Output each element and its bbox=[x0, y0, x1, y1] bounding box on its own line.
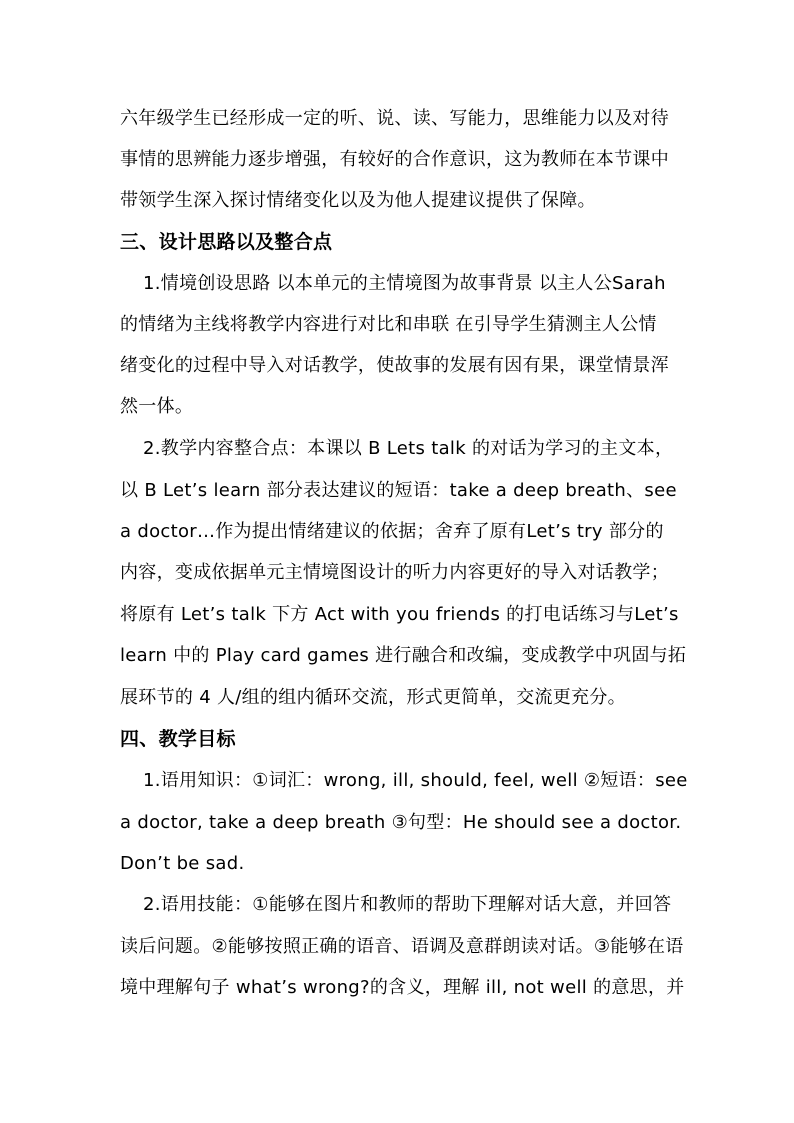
paragraph-line: Don’t be sad. bbox=[120, 853, 245, 874]
paragraph-line: a doctor, take a deep breath ③句型：He should see a doctor. bbox=[120, 812, 682, 833]
paragraph-line: 读后问题。②能够按照正确的语音、语调及意群朗读对话。③能够在语 bbox=[120, 936, 684, 957]
paragraph-line: learn 中的 Play card games 进行融合和改编，变成教学中巩固与拓 bbox=[120, 645, 687, 666]
paragraph-line: 六年级学生已经形成一定的听、说、读、写能力，思维能力以及对待 bbox=[120, 108, 669, 129]
paragraph-line: 1.语用知识：①词汇：wrong, ill, should, feel, well ②短语：see bbox=[143, 770, 688, 791]
paragraph-line: 将原有 Let’s talk 下方 Act with you friends 的打电话练习与Let’s bbox=[120, 604, 679, 625]
paragraph-line: 2.语用技能：①能够在图片和教师的帮助下理解对话大意，并回答 bbox=[143, 894, 672, 915]
section-heading-teaching-objectives: 四、教学目标 bbox=[120, 728, 236, 750]
paragraph-line: 内容，变成依据单元主情境图设计的听力内容更好的导入对话教学； bbox=[120, 562, 669, 583]
paragraph-line: 的情绪为主线将教学内容进行对比和串联 在引导学生猜测主人公情 bbox=[120, 314, 657, 335]
paragraph-line: 1.情境创设思路 以本单元的主情境图为故事背景 以主人公Sarah bbox=[143, 273, 666, 294]
paragraph-line: 然一体。 bbox=[120, 396, 194, 417]
paragraph-line: 带领学生深入探讨情绪变化以及为他人提建议提供了保障。 bbox=[120, 190, 596, 211]
paragraph-line: a doctor…作为提出情绪建议的依据；舍弃了原有Let’s try 部分的 bbox=[120, 521, 664, 542]
section-heading-design-ideas: 三、设计思路以及整合点 bbox=[120, 231, 333, 253]
paragraph-line: 事情的思辨能力逐步增强，有较好的合作意识，这为教师在本节课中 bbox=[120, 149, 669, 170]
paragraph-line: 以 B Let’s learn 部分表达建议的短语：take a deep breath、see bbox=[120, 480, 677, 501]
paragraph-line: 绪变化的过程中导入对话教学，使故事的发展有因有果，课堂情景浑 bbox=[120, 355, 669, 376]
paragraph-line: 境中理解句子 what’s wrong?的含义，理解 ill, not well 的意思，并 bbox=[120, 977, 685, 998]
paragraph-line: 2.教学内容整合点：本课以 B Lets talk 的对话为学习的主文本， bbox=[143, 438, 674, 459]
paragraph-line: 展环节的 4 人/组的组内循环交流，形式更简单，交流更充分。 bbox=[120, 687, 626, 708]
